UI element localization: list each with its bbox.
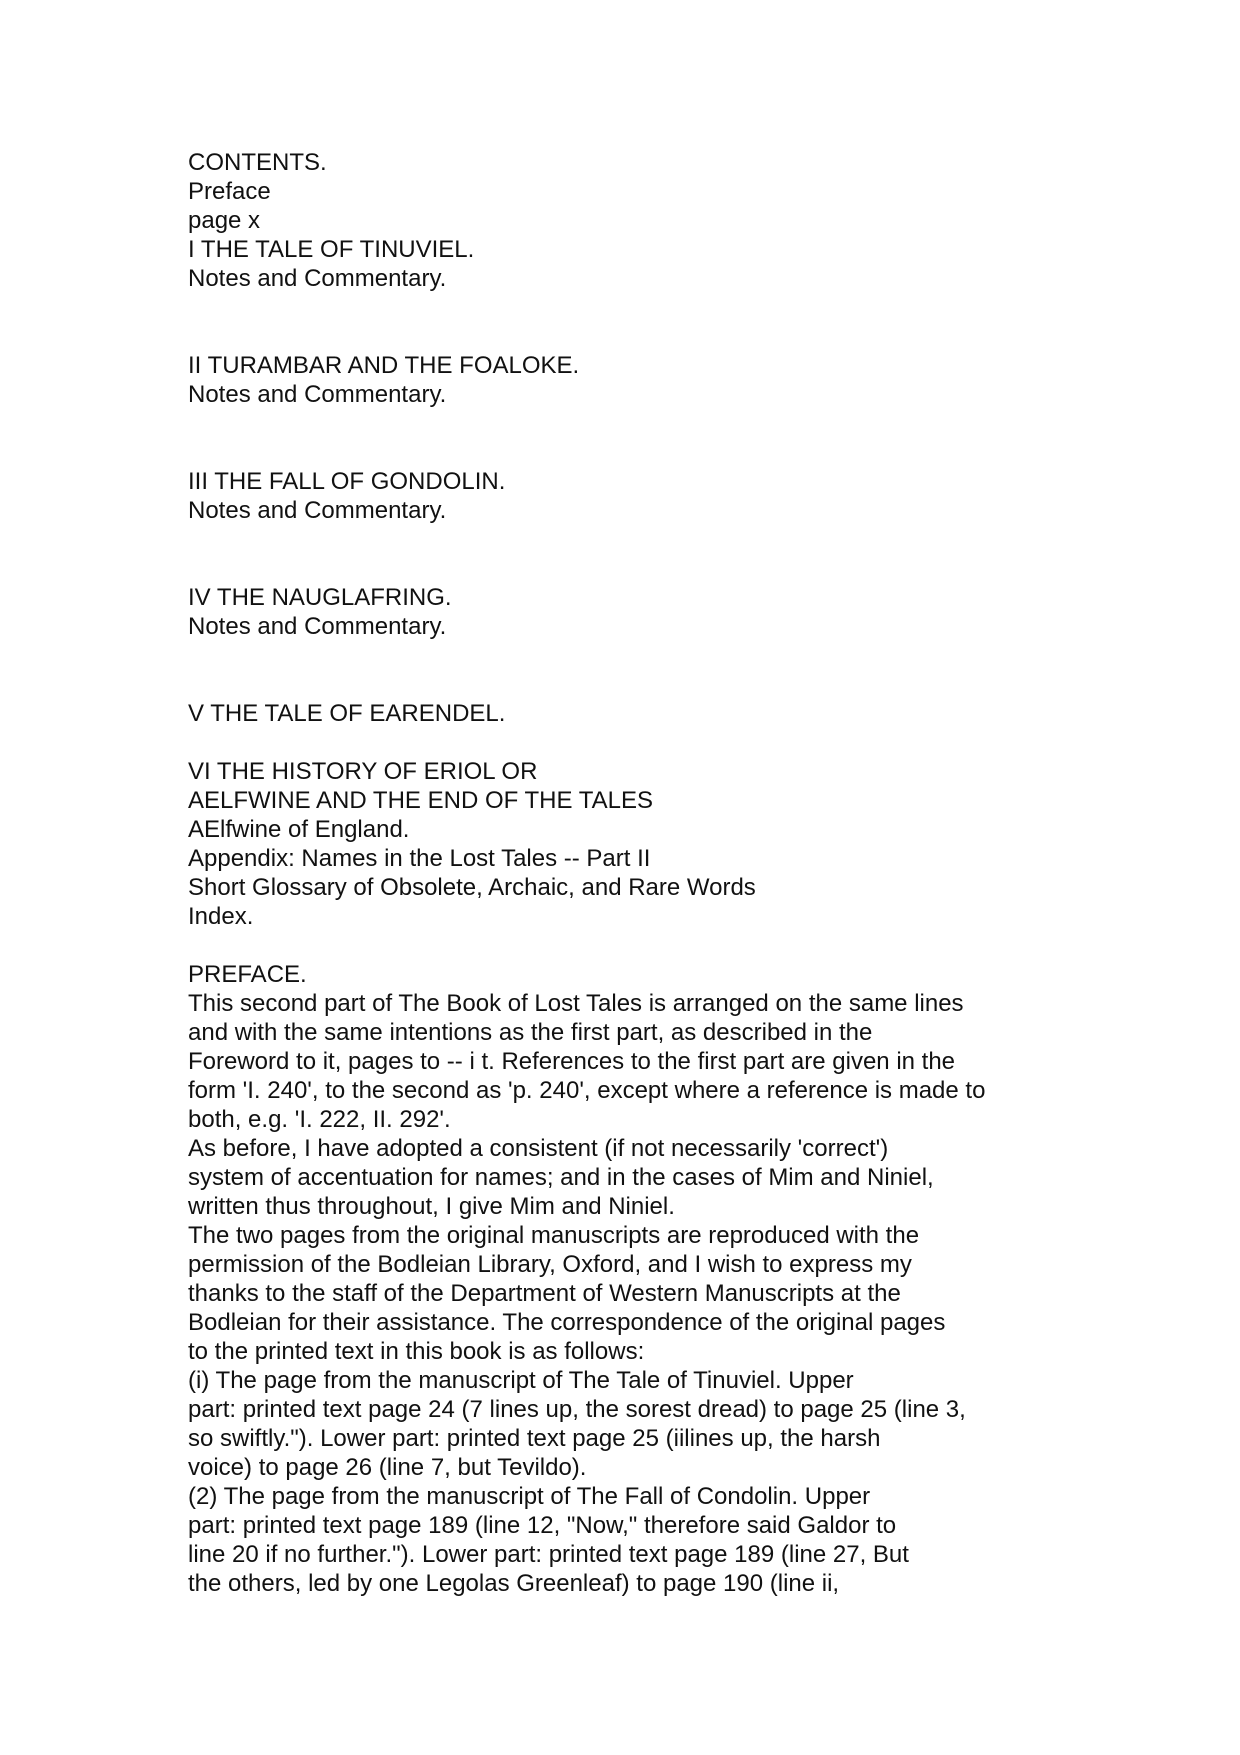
preface-line: (i) The page from the manuscript of The Tale of Tinuviel. Upper: [188, 1367, 854, 1394]
spacer: [188, 293, 1088, 351]
spacer: [188, 641, 1088, 699]
section-title: VI THE HISTORY OF ERIOL OR: [188, 758, 538, 785]
spacer: [188, 409, 1088, 467]
preface-line: (2) The page from the manuscript of The Fall of Condolin. Upper: [188, 1483, 871, 1510]
preface-line: The two pages from the original manuscripts are reproduced with the: [188, 1222, 920, 1249]
contents-extra-item: Appendix: Names in the Lost Tales -- Part II: [188, 845, 651, 872]
contents-heading: CONTENTS.: [188, 149, 327, 176]
section-notes: Notes and Commentary.: [188, 613, 447, 640]
section-notes: Notes and Commentary.: [188, 265, 447, 292]
preface-line: permission of the Bodleian Library, Oxford, and I wish to express my: [188, 1251, 912, 1278]
spacer: [188, 931, 1088, 960]
preface-line: so swiftly."). Lower part: printed text page 25 (iilines up, the harsh: [188, 1425, 881, 1452]
preface-line: Foreword to it, pages to -- i t. References to the first part are given in the: [188, 1048, 956, 1075]
preface-line: Bodleian for their assistance. The correspondence of the original pages: [188, 1309, 946, 1336]
section-title: III THE FALL OF GONDOLIN.: [188, 468, 506, 495]
preface-line: system of accentuation for names; and in the cases of Mim and Niniel,: [188, 1164, 934, 1191]
preface-label: Preface: [188, 178, 271, 205]
preface-line: part: printed text page 24 (7 lines up, the sorest dread) to page 25 (line 3,: [188, 1396, 966, 1423]
preface-line: the others, led by one Legolas Greenleaf) to page 190 (line ii,: [188, 1570, 840, 1597]
preface-page: page x: [188, 207, 261, 234]
section-notes: Notes and Commentary.: [188, 497, 447, 524]
preface-line: both, e.g. 'I. 222, II. 292'.: [188, 1106, 451, 1133]
contents-extra-item: Short Glossary of Obsolete, Archaic, and Rare Words: [188, 874, 756, 901]
preface-heading: PREFACE.: [188, 961, 307, 988]
spacer: [188, 728, 1088, 757]
section-notes: Notes and Commentary.: [188, 381, 447, 408]
section-title: AELFWINE AND THE END OF THE TALES: [188, 787, 653, 814]
contents-extra-item: Index.: [188, 903, 254, 930]
preface-line: thanks to the staff of the Department of Western Manuscripts at the: [188, 1280, 901, 1307]
document-page: [188, 148, 1088, 1598]
preface-line: As before, I have adopted a consistent (if not necessarily 'correct'): [188, 1135, 889, 1162]
preface-line: This second part of The Book of Lost Tales is arranged on the same lines: [188, 990, 964, 1017]
section-title: II TURAMBAR AND THE FOALOKE.: [188, 352, 580, 379]
preface-line: to the printed text in this book is as follows:: [188, 1338, 645, 1365]
section-title: I THE TALE OF TINUVIEL.: [188, 236, 475, 263]
preface-line: line 20 if no further."). Lower part: printed text page 189 (line 27, But: [188, 1541, 909, 1568]
preface-line: voice) to page 26 (line 7, but Tevildo).: [188, 1454, 587, 1481]
preface-line: written thus throughout, I give Mim and Niniel.: [188, 1193, 675, 1220]
section-title: V THE TALE OF EARENDEL.: [188, 700, 506, 727]
section-title: IV THE NAUGLAFRING.: [188, 584, 452, 611]
preface-line: part: printed text page 189 (line 12, "Now," therefore said Galdor to: [188, 1512, 897, 1539]
preface-line: and with the same intentions as the first part, as described in the: [188, 1019, 873, 1046]
preface-line: form 'I. 240', to the second as 'p. 240', except where a reference is made to: [188, 1077, 986, 1104]
contents-extra-item: AElfwine of England.: [188, 816, 410, 843]
spacer: [188, 525, 1088, 583]
